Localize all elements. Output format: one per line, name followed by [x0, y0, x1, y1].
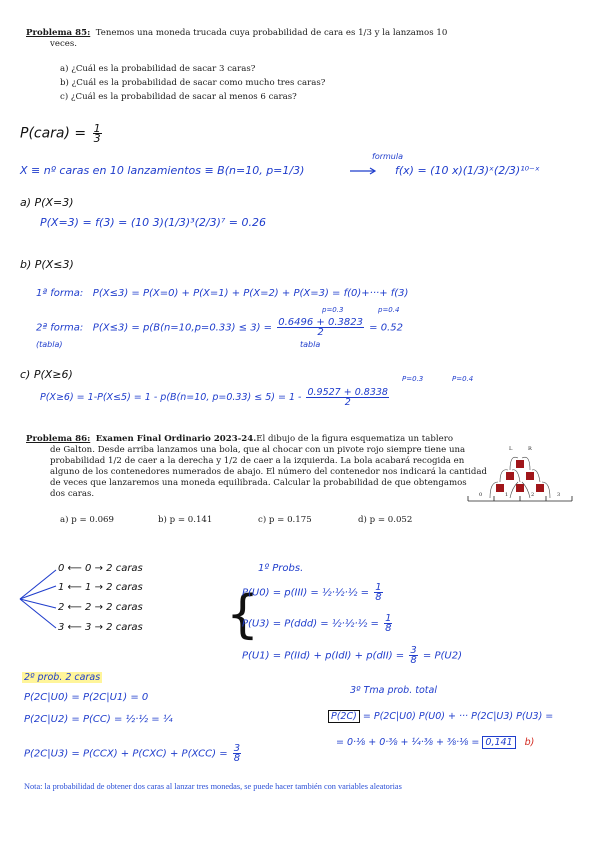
c-num: 0.9527 + 0.8338: [307, 387, 388, 398]
method2-label: 2ª forma:: [36, 322, 84, 334]
total-result: 0,141: [482, 736, 515, 749]
p-u3-product: ½·½·½ =: [331, 618, 379, 630]
p-u1-den: 8: [410, 655, 417, 666]
galton-board-figure: [460, 444, 580, 508]
pc-u3-den: 8: [233, 753, 241, 764]
b-p04: p=0.4: [378, 306, 400, 314]
bin-1: 1: [505, 492, 509, 498]
pc-u2-result: ½·½ = ¼: [125, 714, 173, 725]
pc-u3-num: 3: [233, 743, 241, 754]
problem-85-title: Problema 85:: [26, 28, 91, 38]
c-work-text: P(X≥6) = 1-P(X≤5) = 1 - p(B(n=10, p=0.33) ≤ 5) = 1 -: [40, 392, 302, 403]
option-a: a) p = 0.069: [60, 515, 114, 525]
pc-u2: P(2C|U2) = P(CC) =: [24, 714, 123, 725]
part-b-method1: [36, 288, 408, 299]
problem-86-line3: probabilidad 1/2 de caer a la derecha y 1/2 de caer a la izquierda. La bola acabará recogida en: [50, 456, 465, 466]
bin-3: 3: [557, 492, 561, 498]
part-c-label: c) P(X≥6): [20, 368, 73, 381]
p-cara-line: [20, 124, 104, 143]
problem-86-line2: de Galton. Desde arriba lanzamos una bola, que al chocar con un pivote rojo siempre tiene una: [50, 445, 466, 455]
x-definition: X ≡ nº caras en 10 lanzamientos ≡ B(n=10, p=1/3): [20, 164, 305, 177]
b-p03: p=0.3: [322, 306, 344, 314]
total-expression: = P(2C|U0) P(U0) + ··· P(2C|U3) P(U3) =: [362, 711, 554, 722]
total-sum: = 0·⅛ + 0·⅜ + ¼·⅜ + ⅜·⅛ =: [336, 737, 480, 748]
problem-86-line5: de veces que lanzaremos una moneda equilibrada. Calcular la probabilidad de que obtengamos: [50, 478, 467, 488]
p-u3-num: 1: [385, 613, 392, 624]
tree-row-1: 1 ⟵ 1 → 2 caras: [58, 582, 143, 593]
problem-86-line1: [26, 434, 456, 445]
p-u1: P(U1) = P(IId) + p(IdI) + p(dII) =: [242, 650, 405, 662]
pc-u3: P(2C|U3) = P(CCX) + P(CXC) + P(XCC) =: [24, 748, 228, 760]
problem-86-line4: alguno de los contenedores numerados de abajo. El número del contenedor nos indicará la cantidad: [50, 467, 488, 477]
arrow-icon: [348, 166, 378, 176]
part-b-label: b) P(X≤3): [20, 258, 74, 271]
problem-86-exam: Examen Final Ordinario 2023-24.: [95, 434, 257, 444]
third-title: 3º Tma prob. total: [350, 685, 437, 696]
tabla-note-1: (tabla): [36, 340, 63, 349]
method1-work: P(X≤3) = P(X=0) + P(X=1) + P(X=2) + P(X=3) = f(0)+···+ f(3): [92, 288, 409, 299]
method2-num: 0.6496 + 0.3823: [278, 317, 363, 328]
p-u3-den: 8: [385, 623, 392, 634]
method2-den: 2: [317, 327, 324, 338]
second-probs-title: 2º prob. 2 caras: [24, 672, 101, 683]
pc-u3-line: [24, 744, 243, 763]
footnote: Nota: la probabilidad de obtener dos caras al lanzar tres monedas, se puede hacer también con variables aleatorias: [24, 782, 402, 791]
first-probs-title: 1º Probs.: [258, 563, 304, 574]
peg-row3-a: [496, 484, 504, 492]
pc-u2-line: [24, 714, 173, 725]
option-b: b) p = 0.141: [158, 515, 213, 525]
part-b-method2: [36, 318, 403, 337]
p-u1-line: [242, 646, 462, 665]
part-c-work: [40, 388, 391, 407]
x-formula: f(x) = (10 x)(1/3)ˣ(2/3)¹⁰⁻ˣ: [395, 164, 540, 177]
c-p04: P=0.4: [452, 375, 474, 383]
tree-row-0: 0 ⟵ 0 → 2 caras: [58, 563, 143, 574]
brace-icon: {: [226, 585, 260, 645]
peg-row2-right: [526, 472, 534, 480]
total-sum-line: [336, 737, 534, 748]
part-a-work: P(X=3) = f(3) = (10 3)(1/3)³(2/3)⁷ = 0.26: [40, 216, 267, 229]
p-u1-eq: = P(U2): [422, 650, 462, 662]
question-c: c) ¿Cuál es la probabilidad de sacar al menos 6 caras?: [60, 92, 297, 102]
tree-row-2: 2 ⟵ 2 → 2 caras: [58, 602, 143, 613]
problem-86-title: Problema 86:: [26, 434, 91, 444]
answer-mark: b): [524, 737, 535, 748]
tabla-note-2: tabla: [300, 340, 321, 349]
p-u0-product: ½·½·½ =: [322, 587, 369, 599]
problem-85-line1: Tenemos una moneda trucada cuya probabilidad de cara es 1/3 y la lanzamos 10: [95, 28, 448, 38]
peg-row3-c: [536, 484, 544, 492]
galton-label-right: R: [528, 446, 532, 452]
peg-row3-b: [516, 484, 524, 492]
option-d: d) p = 0.052: [358, 515, 413, 525]
pc-u0: P(2C|U0) = P(2C|U1) = 0: [24, 692, 149, 703]
question-b: b) ¿Cuál es la probabilidad de sacar como mucho tres caras?: [60, 78, 326, 88]
p-u3: P(U3) = P(ddd) =: [242, 618, 329, 630]
method2-work: P(X≤3) = p(B(n=10,p=0.33) ≤ 3) =: [92, 322, 273, 334]
peg-row1: [516, 460, 524, 468]
tree-branches-icon: [18, 566, 60, 636]
p-cara-label: P(cara) =: [20, 125, 87, 142]
bin-0: 0: [479, 492, 483, 498]
p-u1-num: 3: [410, 645, 417, 656]
problem-86-text1: El dibujo de la figura esquematiza un tablero: [256, 434, 453, 444]
p-u0: P(U0) = p(III) =: [242, 587, 319, 599]
problem-85-line2: veces.: [50, 39, 77, 49]
part-a-label: a) P(X=3): [20, 196, 74, 209]
problem-85-statement: [26, 28, 476, 39]
method2-result: = 0.52: [369, 322, 403, 334]
total-box: P(2C): [328, 710, 360, 723]
c-p03: P=0.3: [402, 375, 424, 383]
method1-label: 1ª forma:: [36, 288, 84, 299]
tree-row-3: 3 ⟵ 3 → 2 caras: [58, 622, 143, 633]
problem-86-line6: dos caras.: [50, 489, 95, 499]
p-u0-den: 8: [375, 592, 382, 603]
c-den: 2: [344, 397, 351, 408]
p-cara-num: 1: [93, 122, 101, 135]
galton-board-diagram: [460, 444, 580, 508]
p-cara-den: 3: [93, 132, 101, 145]
p-u0-num: 1: [375, 582, 382, 593]
option-c: c) p = 0.175: [258, 515, 312, 525]
bin-2: 2: [531, 492, 535, 498]
peg-row2-left: [506, 472, 514, 480]
question-a: a) ¿Cuál es la probabilidad de sacar 3 caras?: [60, 64, 256, 74]
formula-label: formula: [372, 152, 403, 161]
p-u0-line: [242, 583, 385, 602]
total-line: [328, 711, 553, 722]
p-u3-line: [242, 614, 394, 633]
galton-label-left: L: [509, 446, 513, 452]
